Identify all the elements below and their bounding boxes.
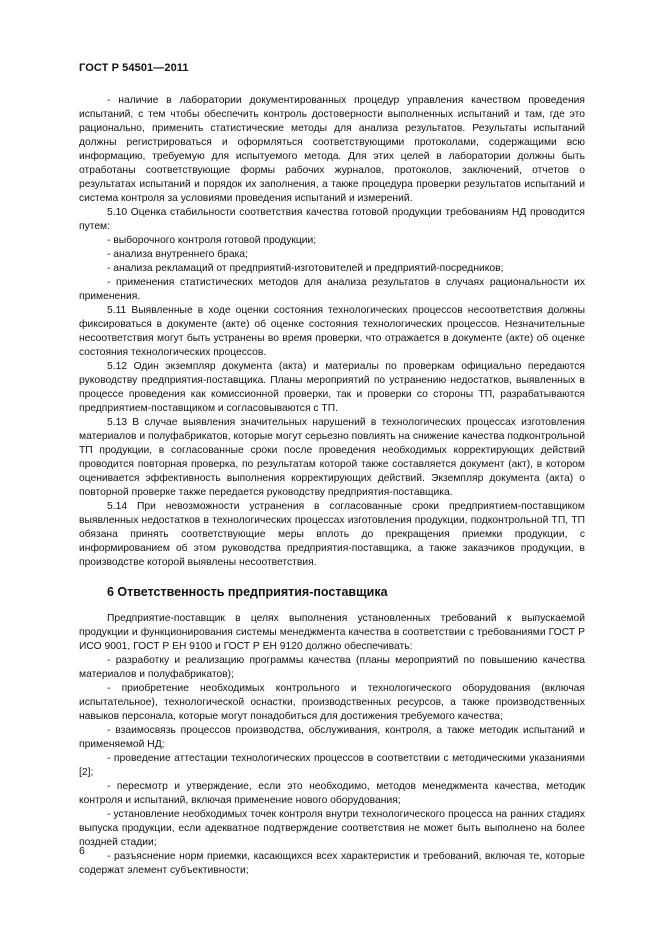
list-item: - разъяснение норм приемки, касающихся всех характеристик и требований, включая те, которые содержат элемент субъективности;: [79, 851, 585, 876]
list-item: - анализа рекламаций от предприятий-изготовителей и предприятий-посредников;: [107, 263, 504, 274]
paragraph: - наличие в лаборатории документированных процедур управления качеством проведения испытаний, с тем чтобы обеспечить контроль достоверности выполненных испытаний и там, где это рационально, применить статистические методы для анализа результатов. Результаты испытаний должны регистрироваться и оформляться соответствующими протоколами, содержащими всю информацию, требуемую для испытуемого метода. Для этих целей в лаборатории должны быть отработаны соответствующие формы рабочих журналов, протоколов, заключений, отчетов о результатах испытаний и порядок их заполнения, а также процедура проверки результатов испытаний и система контроля за условиями проведения испытаний и измерений.: [79, 95, 585, 204]
list-item: - приобретение необходимых контрольного и технологического оборудования (включая испытательное), технологической оснастки, производственных ресурсов, а также производственных навыков персонала, которые могут понадобиться для достижения требуемого качества;: [79, 683, 585, 722]
list-item: - пересмотр и утверждение, если это необходимо, методов менеджмента качества, методик контроля и испытаний, включая применение нового оборудования;: [79, 781, 585, 806]
list-item: - применения статистических методов для анализа результатов в случаях рациональности их применения.: [79, 277, 585, 302]
list-item: - установление необходимых точек контроля внутри технологического процесса на ранних стадиях выпуска продукции, если адекватное подтверждение соответствия не может быть выполнено на более поздней стадии;: [79, 809, 585, 848]
paragraph: Предприятие-поставщик в целях выполнения установленных требований к выпускаемой продукции и функционирования системы менеджмента качества в соответствии с требованиями ГОСТ Р ИСО 9001, ГОСТ Р ЕН 9100 и ГОСТ Р ЕН 9120 должно обеспечивать:: [79, 613, 585, 652]
document-header: ГОСТ Р 54501—2011: [79, 62, 189, 74]
document-body: [79, 94, 585, 878]
list-item: - проведение аттестации технологических процессов в соответствии с методическими указаниями [2];: [79, 753, 585, 778]
section-title: 6 Ответственность предприятия-поставщика: [107, 585, 388, 599]
list-item: - анализа внутреннего брака;: [107, 249, 248, 260]
paragraph: 5.12 Один экземпляр документа (акта) и материалы по проверкам официально передаются руководству предприятия-поставщика. Планы мероприятий по устранению недостатков, выявленных в процессе проведения как комиссионной проверки, так и проверки со стороны ТП, разрабатываются предприятием-поставщиком и согласовываются с ТП.: [79, 361, 585, 414]
list-item: - разработку и реализацию программы качества (планы мероприятий по повышению качества материалов и полуфабрикатов);: [79, 655, 585, 680]
paragraph: 5.10 Оценка стабильности соответствия качества готовой продукции требованиям НД проводится путем:: [79, 207, 585, 232]
list-item: - взаимосвязь процессов производства, обслуживания, контроля, а также методик испытаний и применяемой НД;: [79, 725, 585, 750]
paragraph: 5.14 При невозможности устранения в согласованные сроки предприятием-поставщиком выявленных недостатков в технологических процессах изготовления продукции, подконтрольной ТП, ТП обязана принять соответствующие меры вплоть до прекращения приемки продукции, с информированием об этом руководства предприятия-поставщика, а также заказчиков продукции, в производстве которой выявлены несоответствия.: [79, 501, 585, 568]
page-number: 6: [79, 845, 85, 857]
list-item: - выборочного контроля готовой продукции;: [107, 235, 317, 246]
paragraph: 5.11 Выявленные в ходе оценки состояния технологических процессов несоответствия должны фиксироваться в документе (акте) об оценке состояния технологических процессов. Незначительные несоответствия могут быть устранены во время проверки, что отражается в документе (акте) об оценке состояния технологических процессов.: [79, 305, 585, 358]
paragraph: 5.13 В случае выявления значительных нарушений в технологических процессах изготовления материалов и полуфабрикатов, которые могут серьезно повлиять на снижение качества подконтрольной ТП продукции, в согласованные сроки после проведения необходимых корректирующих действий проводится повторная проверка, по результатам которой также составляется документ (акт), в котором оценивается эффективность выполнения корректирующих действий. Экземпляр документа (акта) о повторной проверке также передается руководству предприятия-поставщика.: [79, 417, 585, 498]
